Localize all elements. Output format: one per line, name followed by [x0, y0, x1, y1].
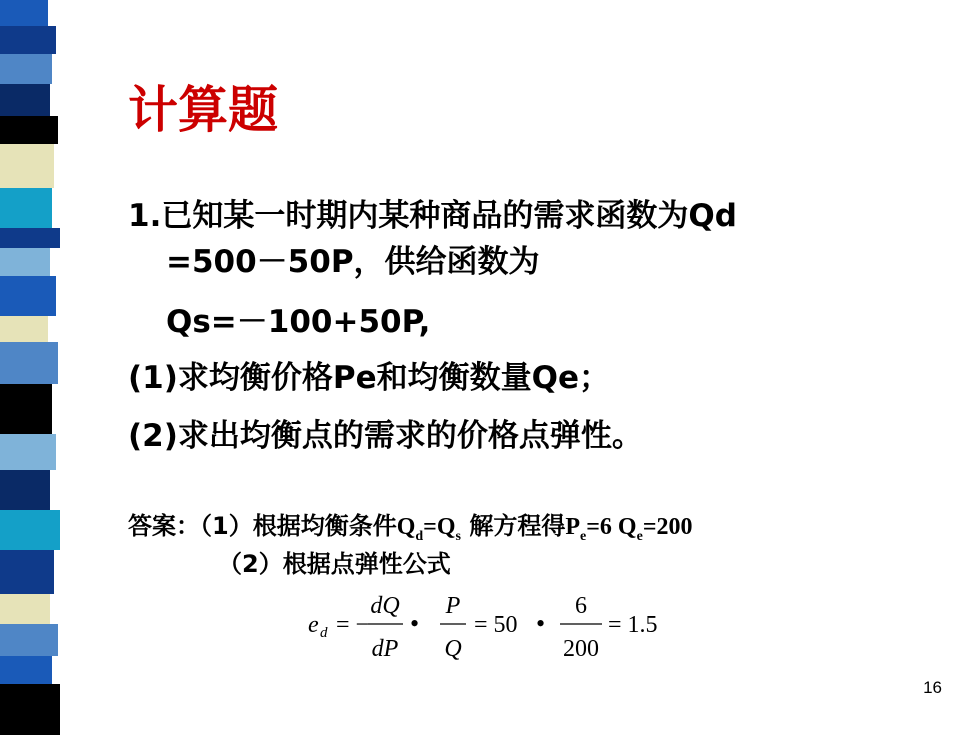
page-number: 16	[923, 678, 942, 697]
formula-e: e	[308, 612, 319, 638]
answer-line-2	[218, 544, 451, 579]
part2-text: 根据点弹性公式	[282, 550, 451, 578]
formula-den1: dP	[371, 636, 399, 662]
part1-solve-text: 解方程得	[460, 512, 566, 540]
formula-num3: 6	[575, 593, 587, 619]
formula-d-subscript: d	[320, 625, 328, 641]
question-line-1: 1.已知某一时期内某种商品的需求函数为Qd	[128, 198, 737, 234]
question-part-1: (1)求均衡价格Pe和均衡数量Qe；	[128, 360, 611, 396]
elasticity-formula	[300, 580, 680, 670]
formula-dot2: •	[536, 609, 546, 638]
part1-text: 根据均衡条件	[252, 512, 397, 540]
question-line-2: =500－50P，供给函数为	[166, 244, 540, 280]
formula-dot1: •	[410, 609, 420, 638]
formula-eq2: = 50	[474, 612, 518, 638]
question-line-3: Qs=－100+50P,	[166, 304, 431, 340]
decorative-stripe-bar	[0, 0, 62, 735]
formula-den3: 200	[563, 636, 599, 662]
formula-den2: Q	[444, 636, 462, 662]
formula-eq1: = −	[336, 612, 370, 638]
answer-label: 答案：	[128, 512, 200, 540]
part1-number: （1）	[200, 512, 253, 540]
answer-line-1	[128, 506, 693, 545]
formula-num2: P	[445, 593, 461, 619]
question-part-2: (2)求出均衡点的需求的价格点弹性。	[128, 418, 643, 454]
solution-values: $P_e=6$ $Q_e=200$	[565, 514, 693, 544]
formula-result: = 1.5	[608, 612, 658, 638]
slide-title: 计算题	[128, 81, 278, 139]
qd-symbol: $Q_d=Q_s$	[396, 514, 461, 544]
part2-number: （2）	[218, 550, 283, 578]
formula-num1: dQ	[370, 593, 400, 619]
